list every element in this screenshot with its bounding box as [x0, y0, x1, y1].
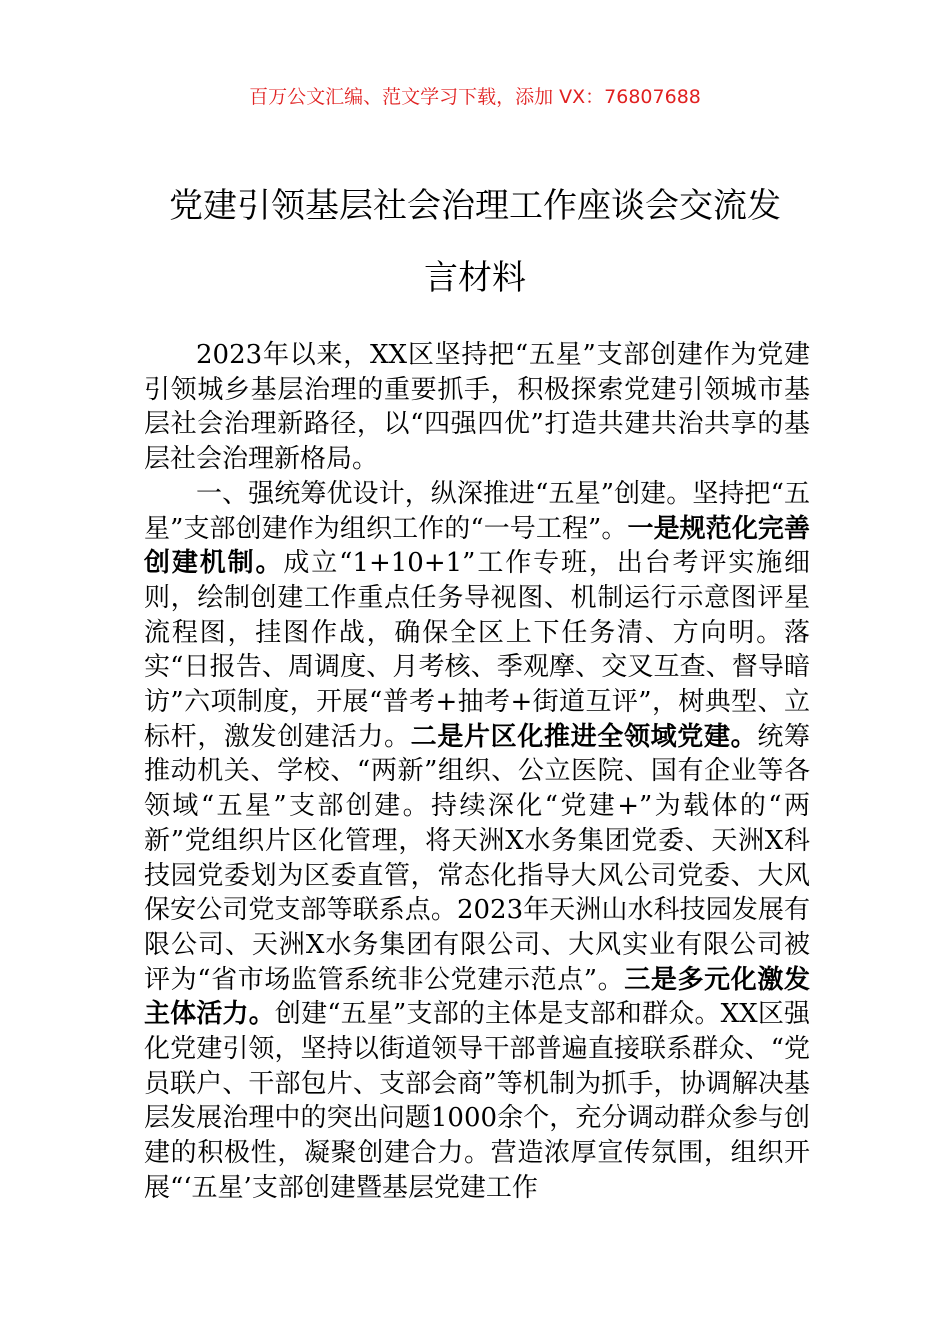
paragraph-intro: 2023年以来，XX区坚持把“五星”支部创建作为党建引领城乡基层治理的重要抓手，积极探索党建引领城市基层社会治理新路径，以“四强四优”打造共建共治共享的基层社会治理新格局。	[144, 340, 810, 475]
header-note: 百万公文汇编、范文学习下载，添加 VX：76807688	[249, 86, 701, 108]
section-1-text-c: 统筹推动机关、学校、“两新”组织、公立医院、国有企业等各领域“五星”支部创建。持续深化“党建+”为载体的“两新”党组织片区化管理，将天洲X水务集团党委、天洲X科技园党委划为区委直管，常态化指导大风公司党委、大风保安公司党支部等联系点。2023年天洲山水科技园发展有限公司、天洲X水务集团有限公司、大风实业有限公司被评为“省市场监管系统非公党建示范点”。	[144, 721, 810, 995]
document-body	[144, 338, 810, 1206]
section-1-text-b: 成立“1+10+1”工作专班，出台考评实施细则，绘制创建工作重点任务导视图、机制运行示意图评星流程图，挂图作战，确保全区上下任务清、方向明。落实“日报告、周调度、月考核、季观摩、交叉互查、督导暗访”六项制度，开展“普考+抽考+街道互评”，树典型、立标杆，激发创建活力。	[144, 548, 810, 752]
paragraph-section-1	[144, 477, 810, 1206]
section-1-point-1-heading: 一是规范化完善创建机制。	[144, 513, 810, 579]
document-title-line-2: 言材料	[424, 258, 526, 298]
document-title-line-1: 党建引领基层社会治理工作座谈会交流发	[169, 186, 781, 226]
section-1-text-d: 创建“五星”支部的主体是支部和群众。XX区强化党建引领，坚持以街道领导干部普遍直接联系群众、“党员联户、干部包片、支部会商”等机制为抓手，协调解决基层发展治理中的突出问题1000余个，充分调动群众参与创建的积极性，凝聚创建合力。营造浓厚宣传氛围，组织开展“‘五星’支部创建暨基层党建工作	[144, 999, 810, 1203]
document-title	[130, 170, 820, 314]
section-1-point-2-heading: 二是片区化推进全领域党建。	[410, 721, 758, 752]
section-1-point-3-heading: 三是多元化激发主体活力。	[144, 964, 810, 1030]
section-1-text-a: 一、强统筹优设计，纵深推进“五星”创建。坚持把“五星”支部创建作为组织工作的“一号工程”。	[144, 478, 810, 544]
